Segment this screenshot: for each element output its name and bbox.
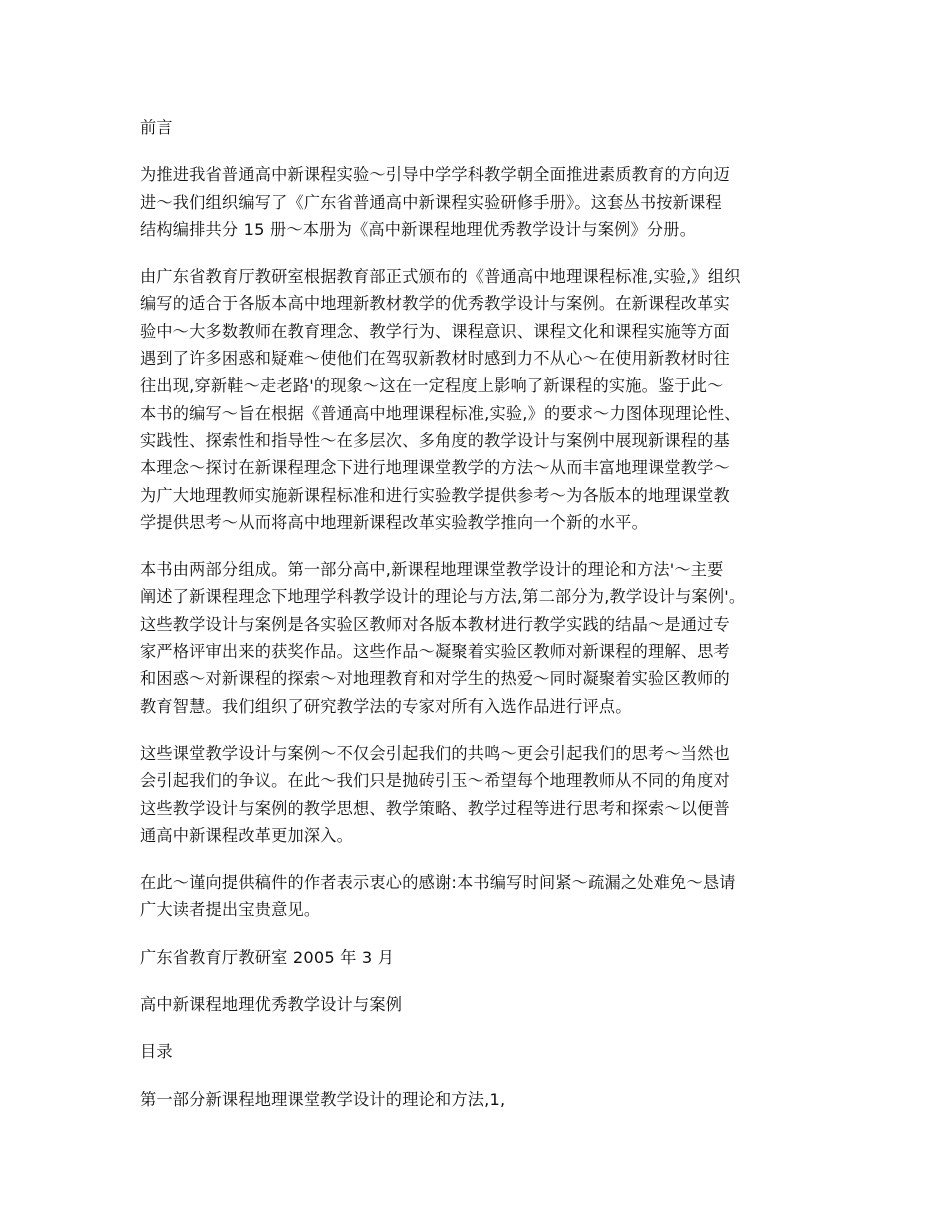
text-line: 验中～大多数教师在教育理念、教学行为、课程意识、课程文化和课程实施等方面 xyxy=(140,321,730,341)
text-line: 广大读者提出宝贵意见。 xyxy=(140,900,321,920)
text-line: 和困惑～对新课程的探索～对地理教育和对学生的热爱～同时凝聚着实验区教师的 xyxy=(140,669,730,689)
text-line: 阐述了新课程理念下地理学科教学设计的理论与方法,第二部分为,教学设计与案例'。 xyxy=(140,587,746,607)
text-line: 由广东省教育厅教研室根据教育部正式颁布的《普通高中地理课程标准,实验,》组织 xyxy=(140,267,741,287)
text-line: 会引起我们的争议。在此～我们只是抛砖引玉～希望每个地理教师从不同的角度对 xyxy=(140,771,730,791)
text-line: 家严格评审出来的获奖作品。这些作品～凝聚着实验区教师对新课程的理解、思考 xyxy=(140,642,730,662)
signature: 广东省教育厅教研室 2005 年 3 月 xyxy=(140,947,395,967)
text-line: 教育智慧。我们组织了研究教学法的专家对所有入选作品进行评点。 xyxy=(140,696,632,716)
text-line: 通高中新课程改革更加深入。 xyxy=(140,825,354,845)
book-title: 高中新课程地理优秀教学设计与案例 xyxy=(140,995,403,1015)
text-line: 往出现,穿新鞋～走老路'的现象～这在一定程度上影响了新课程的实施。鉴于此～ xyxy=(140,376,724,396)
text-line: 编写的适合于各版本高中地理新教材教学的优秀教学设计与案例。在新课程改革实 xyxy=(140,294,730,314)
toc-entry: 第一部分新课程地理课堂教学设计的理论和方法,1, xyxy=(140,1089,506,1109)
text-line: 这些教学设计与案例的教学思想、教学策略、教学过程等进行思考和探索～以便普 xyxy=(140,798,730,818)
text-line: 学提供思考～从而将高中地理新课程改革实验教学推向一个新的水平。 xyxy=(140,512,649,532)
paragraph-2 xyxy=(140,263,812,536)
preface-heading: 前言 xyxy=(140,118,173,137)
paragraph-4 xyxy=(140,740,812,849)
paragraph-5 xyxy=(140,869,812,924)
text-line: 本书由两部分组成。第一部分高中,新课程地理课堂教学设计的理论和方法'～主要 xyxy=(140,560,724,580)
text-line: 这些教学设计与案例是各实验区教师对各版本教材进行教学实践的结晶～是通过专 xyxy=(140,614,730,634)
text-line: 进～我们组织编写了《广东省普通高中新课程实验研修手册》。这套丛书按新课程 xyxy=(140,192,722,212)
text-line: 结构编排共分 15 册～本册为《高中新课程地理优秀教学设计与案例》分册。 xyxy=(140,219,697,239)
text-line: 在此～谨向提供稿件的作者表示衷心的感谢:本书编写时间紧～疏漏之处难免～恳请 xyxy=(140,873,736,893)
document-body xyxy=(140,114,812,1133)
paragraph-3 xyxy=(140,556,812,720)
text-line: 遇到了许多困惑和疑难～使他们在驾驭新教材时感到力不从心～在使用新教材时往 xyxy=(140,349,730,369)
toc-heading: 目录 xyxy=(140,1042,173,1062)
text-line: 本理念～探讨在新课程理念下进行地理课堂教学的方法～从而丰富地理课堂教学～ xyxy=(140,458,730,478)
paragraph-1 xyxy=(140,161,812,243)
text-line: 这些课堂教学设计与案例～不仅会引起我们的共鸣～更会引起我们的思考～当然也 xyxy=(140,743,730,763)
text-line: 实践性、探索性和指导性～在多层次、多角度的教学设计与案例中展现新课程的基 xyxy=(140,430,730,450)
text-line: 为推进我省普通高中新课程实验～引导中学学科教学朝全面推进素质教育的方向迈 xyxy=(140,165,730,185)
text-line: 本书的编写～旨在根据《普通高中地理课程标准,实验,》的要求～力图体现理论性、 xyxy=(140,403,741,423)
text-line: 为广大地理教师实施新课程标准和进行实验教学提供参考～为各版本的地理课堂教 xyxy=(140,485,730,505)
